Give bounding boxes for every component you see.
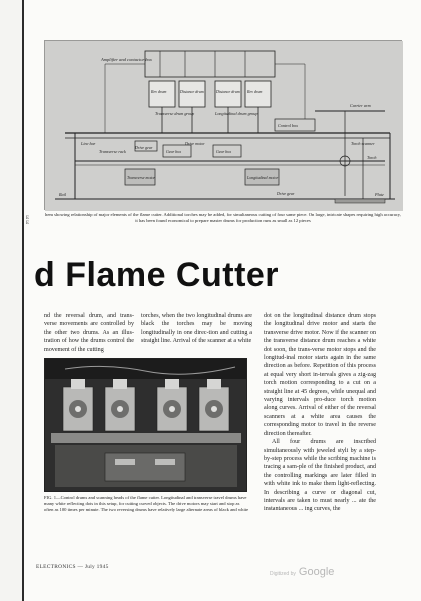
label-torch-scanner: Torch scanner — [351, 141, 375, 146]
label-transverse-motor: Transverse motor — [127, 175, 156, 180]
label-torch: Torch — [367, 155, 377, 160]
label-drive-motor: Drive motor — [185, 141, 205, 146]
photo-drawing — [45, 359, 247, 492]
text-column-2 — [141, 312, 252, 346]
text-column-3 — [264, 312, 376, 514]
label-longitudinal-group: Longitudinal drum group — [215, 111, 258, 116]
column-3-paragraph-2: All four drums are inscribed simultaneously with jeweled styli by a step-by-step process while the scribing machine is tracing a sam-ple of the finished product, and the controlling markings are later filled in with white ink to make them light-reflecting. In describing a curve or diagonal cut, intervals are taken to must nearly ... ate the instantaneous ... ing curves, the — [264, 439, 376, 513]
label-control-box: Control box — [278, 123, 298, 128]
label-rev-drum-1: Rev drum — [151, 89, 167, 94]
diagram-drawing — [45, 41, 403, 211]
watermark-brand: Google — [298, 566, 335, 578]
label-gear-box-1: Gear box — [166, 149, 181, 154]
watermark-prefix: Digitized by — [270, 571, 296, 577]
label-rail: Rail — [59, 192, 66, 197]
label-rev-drum-2: Rev drum — [247, 89, 263, 94]
page-footer: ELECTRONICS — July 1945 — [36, 564, 109, 570]
label-plate: Plate — [375, 192, 384, 197]
margin-mark: E — [26, 216, 30, 221]
label-dist-drum-1: Distance drum — [180, 89, 204, 94]
margin-mark: E — [26, 221, 30, 226]
label-line-bar: Line bar — [81, 141, 96, 146]
label-amplifier: Amplifier and contactor box — [101, 57, 152, 62]
label-drive-gear-2: Drive gear — [277, 191, 295, 196]
document-page — [24, 0, 421, 601]
column-2-paragraph: torches, when the two longitudinal drums are black the torches may be moving longitudinally in one direc-tion and cutting a straight line. Arrival of the scanner at a white — [141, 313, 252, 345]
label-dist-drum-2: Distance drum — [216, 89, 240, 94]
flame-cutter-diagram — [44, 40, 402, 210]
label-longitudinal-motor: Longitudinal motor — [247, 175, 279, 180]
text-column-1 — [44, 312, 134, 354]
watermark — [270, 566, 334, 578]
diagram-caption: hem showing relationship of major elements of the flame cutter. Additional torches may be added, for simultaneous cutting of four same piece. On large, intricate shapes requiring high accuracy, it has been found economical to prepare master drums for production runs as small as 12 pieces — [45, 212, 401, 223]
label-carrier-arm: Carrier arm — [350, 103, 371, 108]
margin-marks — [26, 216, 29, 226]
column-1-paragraph: nd the reversal drum, and trans-verse movements are controlled by the other two drums. As an illus-tration of how the drums control the movement of the cutting — [44, 313, 134, 353]
photo-caption: FIG. 1—Control drums and scanning heads of the flame cutter. Longitudinal and transverse travel drums have many white reflecting dots in this setup, for cutting curved objects. The drive motors may start and stop as often as 100 times per minute. The two reversing drums have relatively large alternate areas of black and white — [44, 495, 249, 512]
column-3-paragraph-1: dot on the longitudinal distance drum stops the longitudinal drive motor and starts the transverse drive motor. Now if the scanner on the transverse distance drum reaches a white dot soon, the trans-verse motor stops and the longitud-inal motor starts again in the same direction as before. Repetition of this process at equal very short in-tervals gives a zig-zag torch motion corresponding to a cut on a straight line at 45 degrees, while unequal and varying intervals pro-duce torch motion along curves. Arrival of either of the reversal scanners at a white area causes the corresponding motor to travel in the reverse direction thereafter. — [264, 313, 376, 437]
label-drive-gear: Drive gear — [135, 145, 153, 150]
control-drums-photo — [44, 358, 247, 492]
article-headline: d Flame Cutter — [34, 256, 280, 294]
label-gear-box-2: Gear box — [216, 149, 231, 154]
label-transverse-group: Transverse drum group — [155, 111, 195, 116]
label-transverse-rack: Transverse rack — [99, 149, 126, 154]
